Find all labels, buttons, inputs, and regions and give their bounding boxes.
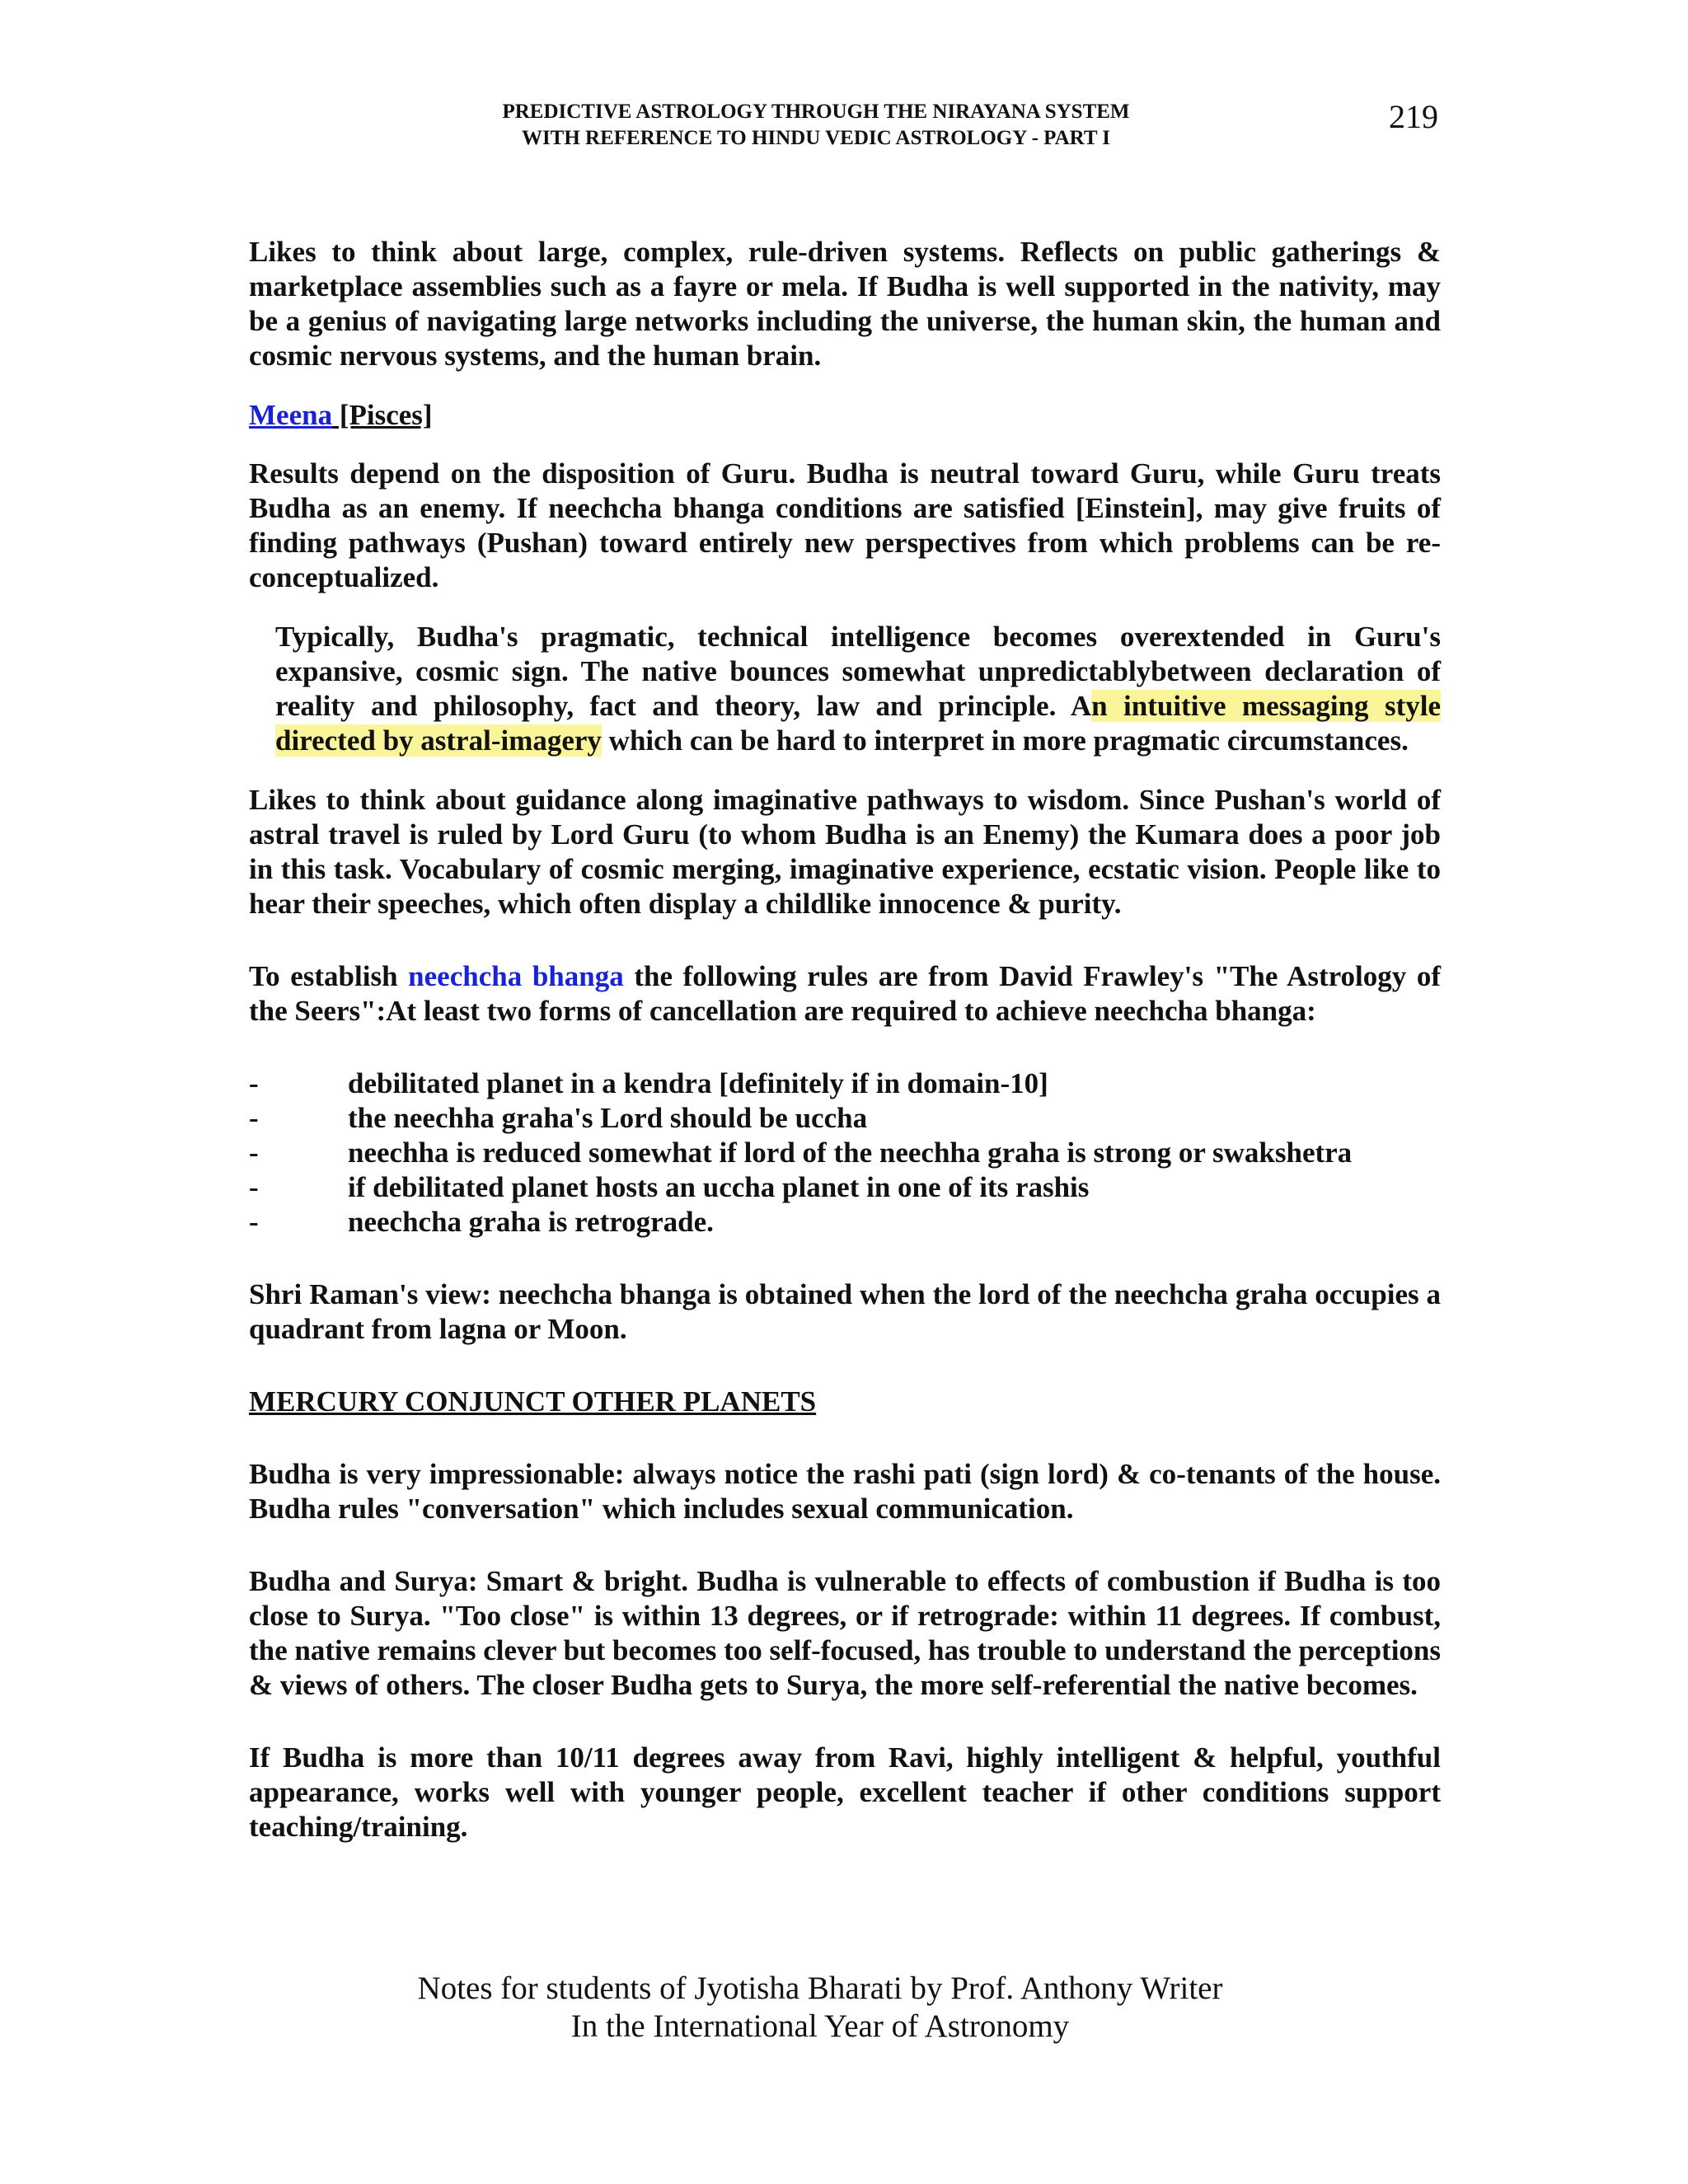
highlighted-text: n intuitive messaging style directed by astral-imagery [275, 690, 1441, 757]
page-number: 219 [1389, 98, 1438, 135]
list-item [249, 1066, 1441, 1101]
list-dash: - [249, 1171, 259, 1203]
list-dash: - [249, 1137, 259, 1169]
meena-heading-rest: [Pisces] [332, 399, 433, 431]
paragraph-budha-surya: Budha and Surya: Smart & bright. Budha is vulnerable to effects of combustion if Budha is too close to Surya. "Too close" is within 13 degrees, or if retrograde: within 11 degrees. If combust, the native remains clever but becomes too self-focused, has trouble to understand the perceptions & views of others. The closer Budha gets to Surya, the more self-referential the native becomes. [249, 1565, 1441, 1701]
paragraph-text-before: Typically, Budha's pragmatic, technical intelligence becomes overextended in Guru's expansive, cosmic sign. The native bounces somewhat unpredictablybetween declaration of reality and philosophy, fact and theory, law and principle. A [275, 621, 1441, 722]
paragraph-rule-driven-systems: Likes to think about large, complex, rule-driven systems. Reflects on public gatherings & marketplace assemblies such as a fayre or mela. If Budha is well supported in the nativity, may be a genius of navigating large networks including the universe, the human skin, the human and cosmic nervous systems, and the human brain. [249, 236, 1441, 372]
list-dash: - [249, 1206, 259, 1238]
paragraph-pragmatic-intelligence [275, 620, 1441, 758]
cancellation-rules-list [249, 1066, 1441, 1240]
list-item-text: the neechha graha's Lord should be uccha [348, 1102, 868, 1134]
paragraph-text-after: which can be hard to interpret in more pragmatic circumstances. [601, 724, 1409, 757]
paragraph-guru-disposition: Results depend on the disposition of Guru. Budha is neutral toward Guru, while Guru treats Budha as an enemy. If neechcha bhanga conditions are satisfied [Einstein], may give fruits of finding pathways (Pushan) toward entirely new perspectives from which problems can be re-conceptualized. [249, 457, 1441, 593]
meena-link[interactable]: Meena [249, 399, 333, 431]
running-header [445, 99, 1187, 152]
page-body [249, 235, 1441, 1844]
header-line-2: WITH REFERENCE TO HINDU VEDIC ASTROLOGY - PART I [521, 127, 1111, 149]
paragraph-neechcha-bhanga-rules [249, 959, 1441, 1029]
neechcha-bhanga-link[interactable]: neechcha bhanga [408, 960, 624, 992]
footer-line-2: In the International Year of Astronomy [570, 2008, 1070, 2044]
list-item-text: neechha is reduced somewhat if lord of the neechha graha is strong or swakshetra [348, 1137, 1353, 1169]
footer-line-1: Notes for students of Jyotisha Bharati by Prof. Anthony Writer [417, 1971, 1223, 2006]
list-dash: - [249, 1102, 259, 1134]
list-item-text: debilitated planet in a kendra [definitely if in domain-10] [348, 1067, 1048, 1099]
page-footer [330, 1970, 1311, 2046]
paragraph-text-after: the following rules are from David Frawley's "The Astrology of the Seers":At least two forms of cancellation are required to achieve neechcha bhanga: [249, 960, 1441, 1027]
list-item [249, 1136, 1441, 1170]
paragraph-shri-raman-view: Shri Raman's view: neechcha bhanga is obtained when the lord of the neechcha graha occupies a quadrant from lagna or Moon. [249, 1278, 1441, 1345]
list-item-text: neechcha graha is retrograde. [348, 1206, 714, 1238]
section-heading-meena [249, 398, 1441, 433]
paragraph-imaginative-pathways: Likes to think about guidance along imaginative pathways to wisdom. Since Pushan's world of astral travel is ruled by Lord Guru (to whom Budha is an Enemy) the Kumara does a poor job in this task. Vocabulary of cosmic merging, imaginative experience, ecstatic vision. People like to hear their speeches, which often display a childlike innocence & purity. [249, 784, 1441, 920]
paragraph-budha-impressionable: Budha is very impressionable: always notice the rashi pati (sign lord) & co-tenants of the house. Budha rules "conversation" which includes sexual communication. [249, 1458, 1441, 1525]
list-item [249, 1101, 1441, 1136]
list-item [249, 1205, 1441, 1240]
list-item-text: if debilitated planet hosts an uccha planet in one of its rashis [348, 1171, 1090, 1203]
paragraph-text-before: To establish [249, 960, 409, 992]
paragraph-budha-ravi-distance: If Budha is more than 10/11 degrees away from Ravi, highly intelligent & helpful, youthful appearance, works well with younger people, excellent teacher if other conditions support teaching/training. [249, 1741, 1441, 1843]
header-line-1: PREDICTIVE ASTROLOGY THROUGH THE NIRAYANA SYSTEM [502, 101, 1130, 123]
list-item [249, 1170, 1441, 1205]
section-heading-mercury-conjunct: MERCURY CONJUNCT OTHER PLANETS [249, 1385, 817, 1418]
list-dash: - [249, 1067, 259, 1099]
